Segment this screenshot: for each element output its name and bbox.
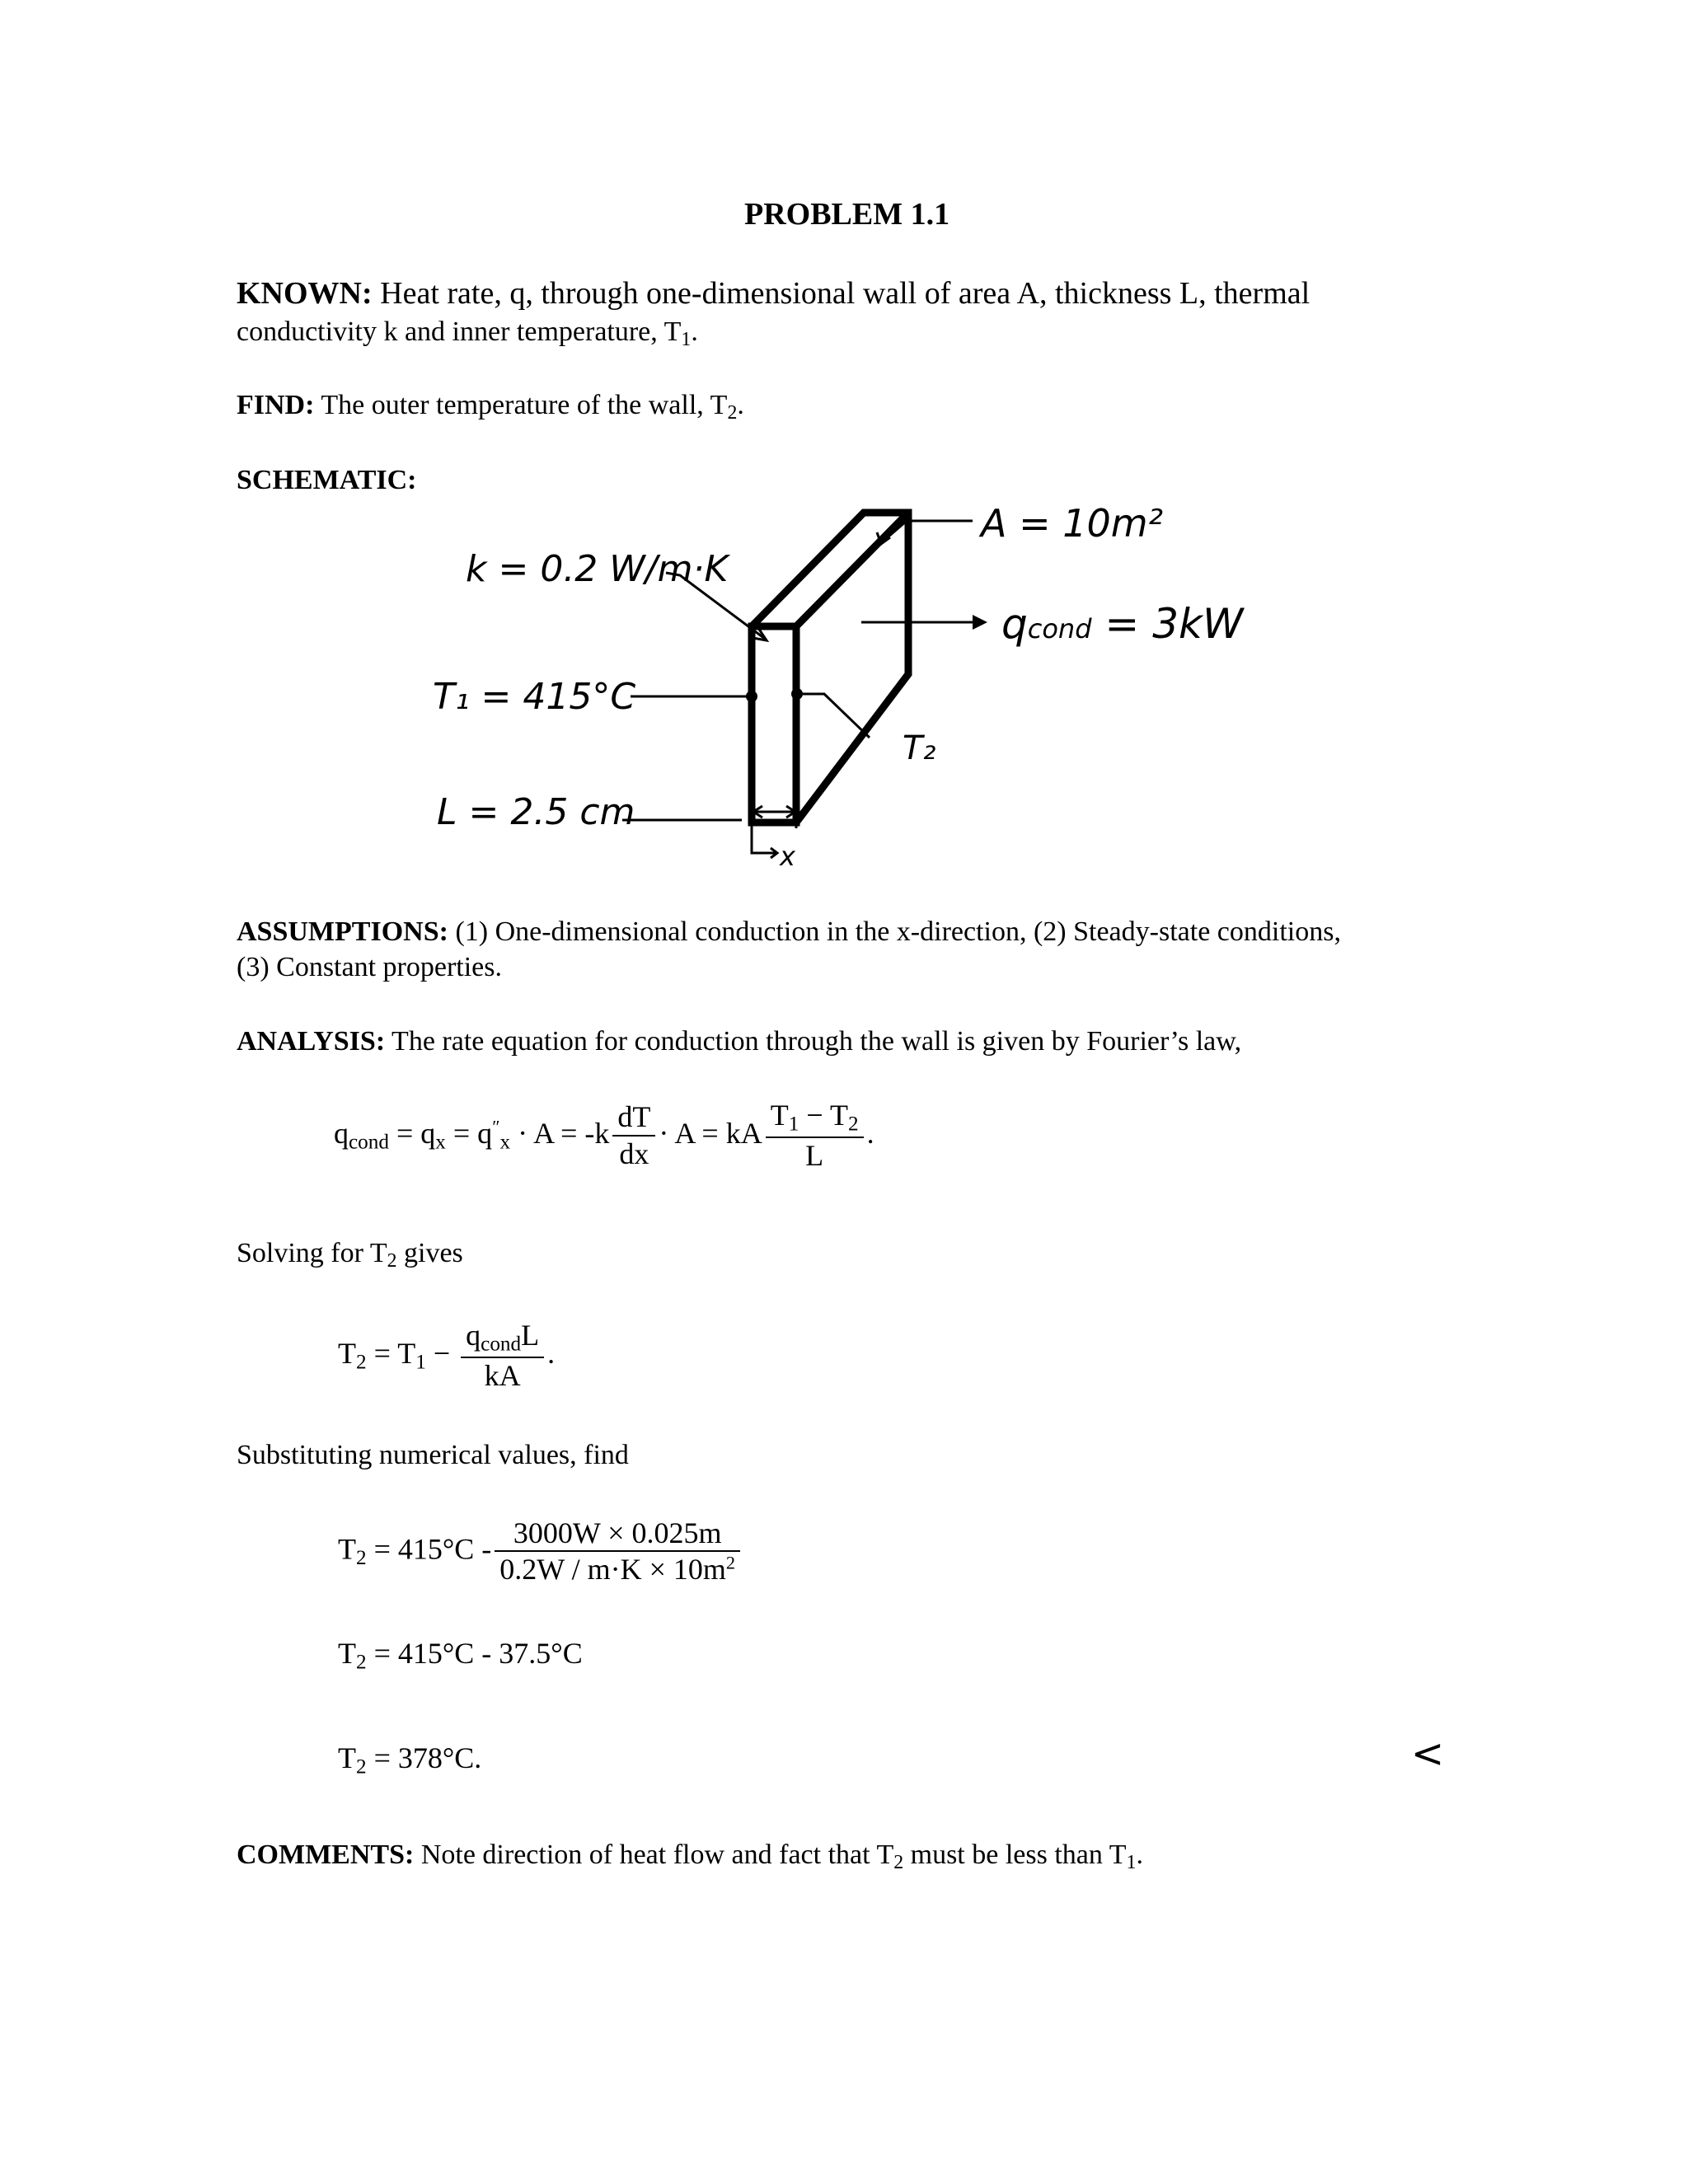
t1-dot [746,691,757,702]
find-line: FIND: The outer temperature of the wall, $T_2$. [237,390,744,424]
fourier-equation: $q_{cond} = q_x = q''_x \cdot A = -k$ $\frac{dT}{dx}$ · A = kA $\frac{T_1 - T_2}{L}$ . [334,1099,874,1173]
known-line-2: conductivity k and inner temperature, $T_1$. [237,316,698,350]
t2-leader [797,694,870,738]
analysis-line [237,1024,1241,1060]
assumptions-text-2: (3) Constant properties. [237,952,502,982]
t1-label: T₁ = 415°C [433,676,636,718]
intermediate-equation: $T_2 = 415^\circ C - 37.5^\circ C$ [338,1637,583,1674]
k-label: k = 0.2 W/m·K [466,548,729,590]
find-text: The outer temperature of the wall, T [321,390,728,420]
comments-label: COMMENTS: [237,1840,415,1870]
x-label: x [780,841,795,872]
eq-mid-text: = 415°C - 37.5°C [373,1637,583,1670]
t2-formula: $T_2 = T_1$ − $\frac{q_{cond}L}{kA}$ . [338,1319,556,1393]
comments-line: COMMENTS: Note direction of heat flow and fact that $T_2$ must be less than $T_1$. [237,1840,1143,1873]
analysis-text: The rate equation for conduction through the wall is given by Fourier’s law, [392,1026,1242,1057]
l-dimension [622,799,796,858]
known-text-2: conductivity k and inner temperature, T [237,316,682,347]
known-label: KNOWN: [237,276,373,311]
substitution-equation: $T_2 = 415^\circ C$ - $\frac{3000W \times 0.025m}{0.2W / m\cdot K \times 10m^2}$ [338,1516,743,1588]
answer-mark: < [1411,1731,1445,1777]
q-label-sub: cond [1027,613,1092,644]
schematic-label: SCHEMATIC: [237,465,417,495]
comments-text-b: must be less than T [910,1840,1127,1870]
assumptions-label: ASSUMPTIONS: [237,916,448,947]
wall-body [752,513,908,823]
analysis-label: ANALYSIS: [237,1026,386,1057]
solving-text: Solving for T [237,1238,387,1268]
find-label: FIND: [237,390,315,420]
substituting-text: Substituting numerical values, find [237,1440,629,1470]
comments-text-a: Note direction of heat flow and fact that T [420,1840,894,1870]
solving-suffix: gives [404,1238,463,1268]
sub-numerator: 3000W × 0.025m [495,1516,740,1552]
t2-label: T₂ [903,729,936,767]
sub-denominator: 0.2W / m·K × 10m [499,1553,726,1586]
l-label: L = 2.5 cm [437,791,635,833]
page-title: PROBLEM 1.1 [744,197,950,232]
eq-final-text: = 378°C. [373,1741,482,1774]
q-label-value: = 3kW [1104,600,1244,648]
solving-line: Solving for $T_2$ gives [237,1238,463,1272]
assumptions-line-1 [237,915,1341,950]
final-equation: $T_2 = 378^\circ C$. [338,1741,482,1779]
assumptions-text-1: (1) One-dimensional conduction in the x-direction, (2) Steady-state conditions, [455,916,1341,947]
area-label: A = 10m² [981,501,1164,546]
q-label-main: q [1001,600,1028,648]
known-line-1 [237,275,1310,312]
known-text-1: Heat rate, q, through one-dimensional wall of area A, thickness L, thermal [380,276,1311,311]
q-arrow-head [973,615,987,630]
q-label [1001,600,1243,648]
